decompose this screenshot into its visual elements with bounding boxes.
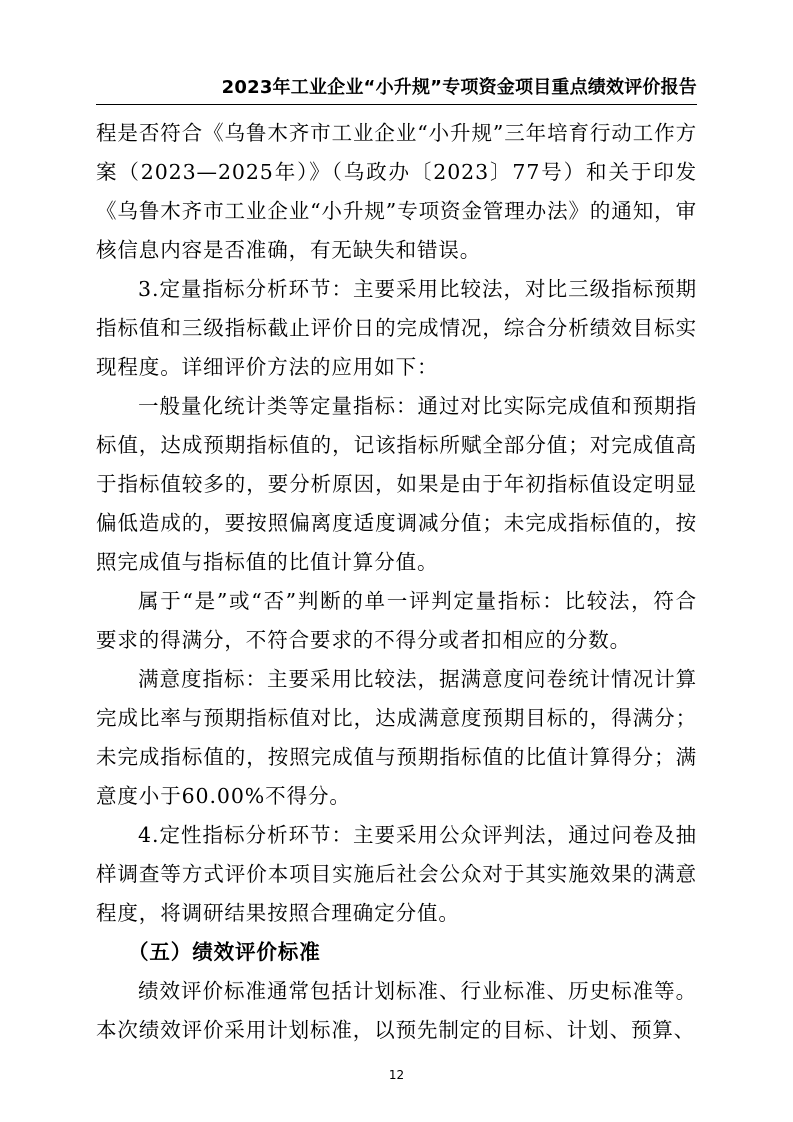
paragraph-continuation: 程是否符合《乌鲁木齐市工业企业“小升规”三年培育行动工作方案（2023—2025年）》（乌政办〔2023〕77号）和关于印发《乌鲁木齐市工业企业“小升规”专项资金管理办法》的通知，审核信息内容是否准确，有无缺失和错误。 [96,121,697,262]
paragraph-quantitative-analysis: 3.定量指标分析环节：主要采用比较法，对比三级指标预期指标值和三级指标截止评价日的完成情况，综合分析绩效目标实现程度。详细评价方法的应用如下： [96,277,697,379]
paragraph-satisfaction-indicators: 满意度指标：主要采用比较法，据满意度问卷统计情况计算完成比率与预期指标值对比，达成满意度预期目标的，得满分；未完成指标值的，按照完成值与预期指标值的比值计算得分；满意度小于60.00%不得分。 [96,667,697,808]
paragraph-yes-no-indicators: 属于“是”或“否”判断的单一评判定量指标：比较法，符合要求的得满分，不符合要求的不得分或者扣相应的分数。 [96,589,697,652]
page-body [96,114,697,1050]
report-header-title: 2023年工业企业“小升规”专项资金项目重点绩效评价报告 [221,77,697,98]
page-number: 12 [388,1068,405,1082]
header-divider [96,104,697,105]
section-heading: （五）绩效评价标准 [128,940,321,964]
paragraph-qualitative-analysis: 4.定性指标分析环节：主要采用公众评判法，通过问卷及抽样调查等方式评价本项目实施后社会公众对于其实施效果的满意程度，将调研结果按照合理确定分值。 [96,823,697,925]
paragraph-general-quantitative-indicators: 一般量化统计类等定量指标：通过对比实际完成值和预期指标值，达成预期指标值的，记该指标所赋全部分值；对完成值高于指标值较多的，要分析原因，如果是由于年初指标值设定明显偏低造成的，要按照偏离度适度调减分值；未完成指标值的，按照完成值与指标值的比值计算分值。 [96,394,697,574]
paragraph-evaluation-standards: 绩效评价标准通常包括计划标准、行业标准、历史标准等。本次绩效评价采用计划标准，以预先制定的目标、计划、预算、 [96,979,697,1042]
